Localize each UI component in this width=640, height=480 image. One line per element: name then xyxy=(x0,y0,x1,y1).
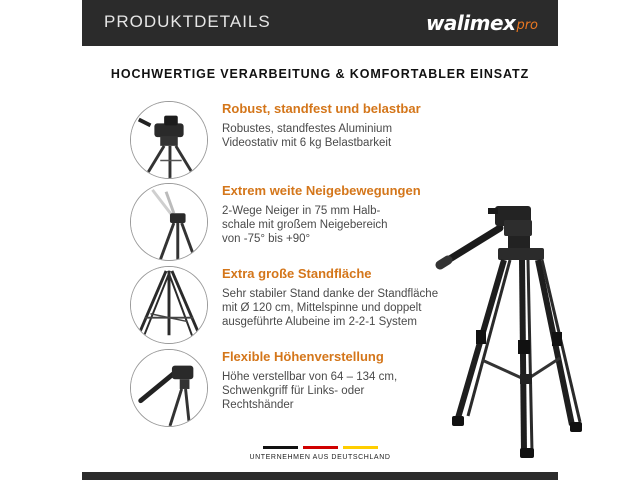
flag-stripe-red xyxy=(303,446,338,449)
logo-main-text: walimex xyxy=(425,11,516,35)
flag-stripe-black xyxy=(263,446,298,449)
feature-footprint xyxy=(130,266,439,346)
feature-title: Extra große Standfläche xyxy=(222,266,372,281)
made-in-germany-label: UNTERNEHMEN AUS DEUTSCHLAND xyxy=(249,454,391,461)
logo-sub-text: pro xyxy=(516,18,538,33)
feature-description: Höhe verstellbar von 64 – 134 cm, Schwenkgriff für Links- oder Rechtshänder xyxy=(222,371,398,411)
feature-height xyxy=(130,349,430,429)
footer-bar xyxy=(82,472,558,480)
flag-stripe-gold xyxy=(343,446,378,449)
feature-description: Sehr stabiler Stand danke der Standfläche mit Ø 120 cm, Mittelspinne und doppelt ausgeführte Alubeine im 2-2-1 System xyxy=(222,288,439,328)
fluid-head-icon xyxy=(130,101,208,179)
feature-description: Robustes, standfestes Aluminium Videostativ mit 6 kg Belastbarkeit xyxy=(222,123,393,149)
brand-logo xyxy=(426,9,538,35)
page-title: PRODUKTDETAILS xyxy=(104,12,271,31)
feature-title: Robust, standfest und belastbar xyxy=(222,101,421,116)
header-bar xyxy=(82,0,558,46)
feature-robust xyxy=(130,101,430,181)
feature-title: Flexible Höhenverstellung xyxy=(222,349,384,364)
tripod-product-image xyxy=(400,190,640,460)
section-subtitle: HOCHWERTIGE VERARBEITUNG & KOMFORTABLER EINSATZ xyxy=(110,67,530,81)
pan-handle-icon xyxy=(130,349,208,427)
feature-title: Extrem weite Neigebewegungen xyxy=(222,183,421,198)
feature-tilt xyxy=(130,183,430,263)
feature-description: 2-Wege Neiger in 75 mm Halb- schale mit großem Neigebereich von -75° bis +90° xyxy=(222,205,388,245)
tripod-legs-icon xyxy=(130,266,208,344)
tilt-range-icon xyxy=(130,183,208,261)
